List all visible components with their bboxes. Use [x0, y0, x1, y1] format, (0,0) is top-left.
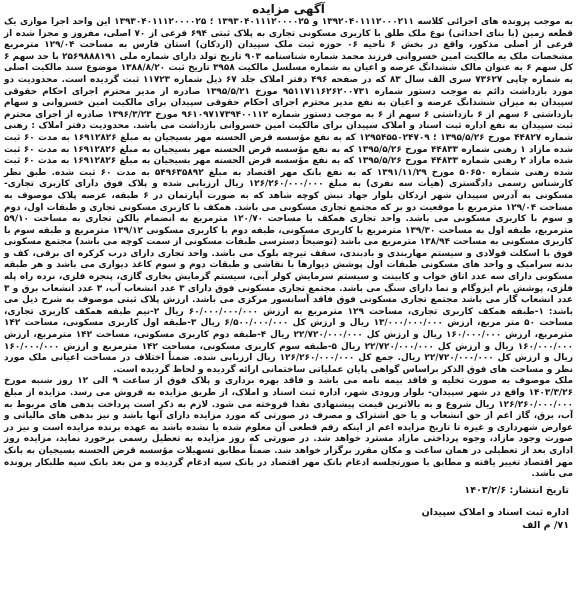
publish-date: تاریخ انتشار: ۱۴۰۳/۲/۶	[464, 484, 569, 496]
notice-paragraph-main: به موجب پرونده های اجرائی کلاسه ۱۳۹۲۰۴۰۱۱۱۲۰۰۰۲۱۱ و ۱۳۹۳۰۴۰۱۱۱۲۰۰۰۰۲۵ ؛ ۱۳۹۳۰۴۰۱۱۱۲۰۰۰۰۲۵ این واحد اجرا موازی یک قطعه زمین (با بنای احداثی) نوع ملک طلق با کاربری مسکونی تجاری به پلاک ثبتی ۶۹۴ فرعی از ۷۰ اصلی، مفروز و مجزا شده از فرعی از اصلی مذکور، واقع در بخش ۶ ناحیه ۰۶ حوزه ثبت ملک سپیدان (اردکان) استان فارس به مساحت ۱۲۹/۰۴ مترمربع مشخصات ملک به مالکیت امین خسروانی فرزند محمد شماره شناسنامه ۹۰۳ تاریخ تولد دارای شماره ملی ۲۵۶۹۸۸۸۱۹۱ با حد سهم ۶ کل سهم ۶ به عنوان مالک ششدانگ عرصه و اعیان به شماره مسلسل مالکیت ۳۹۵۸ تاریخ ثبت ۱۳۸۸/۸/۲۰ موضوع سند مالکیت اصلی به شماره چاپی ۷۳۶۲۷ سری الف سال ۸۳ که در صفحه ۴۹۶ دفتر املاک جلد ۶۷ ذیل شماره ۱۱۷۲۳ ثبت گردیده است. محدودیت دو مورد بازداشت دائم به موجب دستور شماره ۹۵۱۱۷۱۱۶۲۶۲۰۰۷۳۱ مورخ ۱۳۹۵/۵/۲۱ صادره از مدیر محترم اجرای احکام حقوقی سپیدان به میزان ششدانگ عرصه و اعیان به نفع مدیر محترم اجرای احکام حقوقی سپیدان برای مالکیت امین خسروانی و سهام بازداشتی ۶ سهم از ۶ بازداشتی ۶ سهم از ۶ به موجب دستور شماره ۹۶۱۰۹۷۱۷۳۹۴۰۰۱۱۲ مورخ ۱۳۹۶/۳/۲۳ صادره از اجرای محترم ثبت سپیدان به نفع اداره ثبت اسناد و املاک سپیدان برای مالکیت امین خسروانی بازداشت می باشد. محدودیت دفتر املاک : رهنی شماره ۴۴۸۲۷ مورخ ۱۳۹۵/۵/۲۶ ؛ ۱۲۹۵۴۵۵۰۲۴۷۰۹ که به نفع مؤسسه قرض الحسنه مهر بسیجیان به مبلغ ۱۶۹۱۲۸۲۶ به مدت ۶۰ ثبت شده مازاد ۱ رهنی شماره ۴۴۸۳۳ مورخ ۱۳۹۵/۵/۲۶ که به نفع مؤسسه قرض الحسنه مهر بسیجیان به مبلغ ۱۶۹۱۲۸۲۶ به مدت ۶۰ ثبت شده مازاد ۲ رهنی شماره ۴۴۸۳۳ مورخ ۱۳۹۵/۵/۲۶ که به نفع مؤسسه قرض الحسنه مهر بسیجیان به مبلغ ۱۶۹۱۲۸۲۶ به مدت ۶۰ ثبت شده رهنی شماره ۵۰۶۵۰ مورخ ۱۳۹۱/۱۱/۲۹ که به نفع بانک مهر اقتصاد به مبلغ ۵۴۹۶۳۵۸۹۲ به مدت ۶۰ ثبت شده. طبق نظر کارشناس رسمی دادگستری (هیأت سه نفری) به مبلغ ۱۲۶/۲۶۰/۰۰۰/۰۰۰ ریال ارزیابی شده و پلاک فوق دارای کاربری تجاری-مسکونی به آدرس سپیدان شهر اردکان بلوار جهاد نبش کوچه شاهد که به صورت آپارتمان در ۶ طبقه، عرصه پلاک موصوف به مساحت ۱۲۹/۰۴ مترمربع با موقعیت دو بر که مجتمع تجاری مسکونی می باشد. همکف با کاربری مسکونی تجاری و طبقات اول، دوم و سوم با کاربری مسکونی می باشد. واحد تجاری همکف با مساحت ۱۲۰/۷۰ مترمربع به انضمام بالکن تجاری به مساحت ۵۹/۱۰ مترمربع، طبقه اول به مساحت ۱۳۹/۳۰ مترمربع با کاربری مسکونی، طبقه دوم با کاربری مسکونی ۱۳۹/۱۲ مترمربع و طبقه سوم با کاربری مسکونی به مساحت ۱۳۸/۹۴ مترمربع می باشد (توضیحاً دسترسی طبقات مسکونی از سمت کوچه می باشد) مجتمع مسکونی فوق با اسکلت فولادی و سیستم مهاربندی و بادبندی، سقف تیرچه بلوک می باشد. واحد تجاری دارای درب کرکره ای برقی، کف و بدنه سرامیک و واحد های مسکونی طبقات اول پوشش دیوارها با نقاشی و طبقات دوم و سوم کاغذ دیواری می باشد و هر طبقه مسکونی دارای سه عدد اتاق خواب و کابینت و سیستم سرمایش کولر آبی، سیستم گرمایش بخاری گازی، پنجره فلزی، نرده راه پله فلزی، پوشش بام ایزوگام و نما دارای سنگ می باشد. مجتمع تجاری مسکونی فوق دارای ۳ عدد انشعاب آب، ۳ عدد انشعاب برق و ۳ عدد انشعاب گاز می باشد مجتمع تجاری مسکونی فوق فاقد آسانسور مرکزی می باشد. ارزش پلاک ثبتی موصوف به شرح ذیل می باشد: ۱-طبقه همکف کاربری تجاری، مساحت ۱۲۹ مترمربع به ارزش ۶۰/۰۰۰/۰۰۰/۰۰۰ ریال ۲-نیم طبقه همکف کاربری تجاری، مساحت ۵۰ متر مربع، ارزش ۱۳/۰۰۰/۰۰۰/۰۰۰ ریال و ارزش کل ۶/۵۰۰/۰۰۰/۰۰۰ ریال ۳-طبقه اول کاربری مسکونی، مساحت ۱۴۲ مترمربع، ارزش ۱۶۰/۰۰۰/۰۰۰ ریال و ارزش کل ۲۲/۷۲۰/۰۰۰/۰۰۰ ریال ۴-طبقه دوم کاربری مسکونی، مساحت ۱۴۲ مترمربع، ارزش ۱۶۰/۰۰۰/۰۰۰ ریال و ارزش کل ۲۲/۷۲۰/۰۰۰/۰۰۰ ریال ۵-طبقه سوم کاربری مسکونی، مساحت ۱۴۲ مترمربع و ارزش ۱۶۰/۰۰۰/۰۰۰ ریال و ارزش کل ۲۲/۷۲۰/۰۰۰/۰۰۰ ریال. جمع کل ۱۲۶/۲۶۰/۰۰۰/۰۰۰ ریال ارزیابی شده. ضمناً اختلاف در مساحت اعیانی ملک مورد نظر و مساحت های فوق الذکر براساس گواهی پایان عملیاتی ساختمانی ارائه گردیده و لحاظ گردیده است.	[4, 17, 574, 375]
notice-paragraph-terms: ملک موصوف به صورت تخلیه و فاقد بیمه نامه می باشد و فاقد بهره برداری و پلاک فوق از ساعت ۹ الی ۱۲ روز شنبه مورخ ۱۴۰۳/۳/۲۶ واقع در شهر سپیدان- بلوار ورودی شهر، اداره ثبت اسناد و املاک، از طریق مزایده به فروش می رسد. مزایده از مبلغ ۱۲۶/۲۶۰/۰۰۰/۰۰۰ ریال شروع و به بالاترین قیمت پیشنهادی نقدا فروخته می شود. لازم به ذکر است پرداخت بدهی های مربوط به آب، برق، گاز اعم از حق انشعاب و یا حق اشتراک و مصرف در صورتی که مورد مزایده دارای آنها باشد و نیز بدهی های مالیاتی و عوارض شهرداری و غیره تا تاریخ مزایده اعم از اینکه رقم قطعی آن معلوم شده یا نشده باشد به عهده برنده مزایده است و نیز در صورت وجود مازاد، وجوه پرداختی مازاد مسترد خواهد شد. در صورتی که روز مزایده به تعطیل رسمی برخورد نماید، مزایده روز اداری بعد از تعطیلی در همان ساعت و مکان مقرر برگزار خواهد شد. ضمناً مطابق تسهیلات مؤسسه قرض الحسنه بسیجیان به بانک مهر اقتصاد تغییر یافته و مطابق با صورتجلسه ادغام بانک مهر اقتصاد در بانک سپه ادغام گردیده و من بعد بانک سپه طلبکار پرونده می باشد.	[4, 376, 573, 480]
issuer-signature: اداره ثبت اسناد و املاک سپیدان	[421, 507, 569, 519]
notice-code: ۷۱/ م الف	[522, 519, 569, 531]
notice-body	[4, 17, 573, 481]
notice-footer	[4, 485, 573, 533]
notice-title: آگهی مزایده	[252, 2, 325, 16]
